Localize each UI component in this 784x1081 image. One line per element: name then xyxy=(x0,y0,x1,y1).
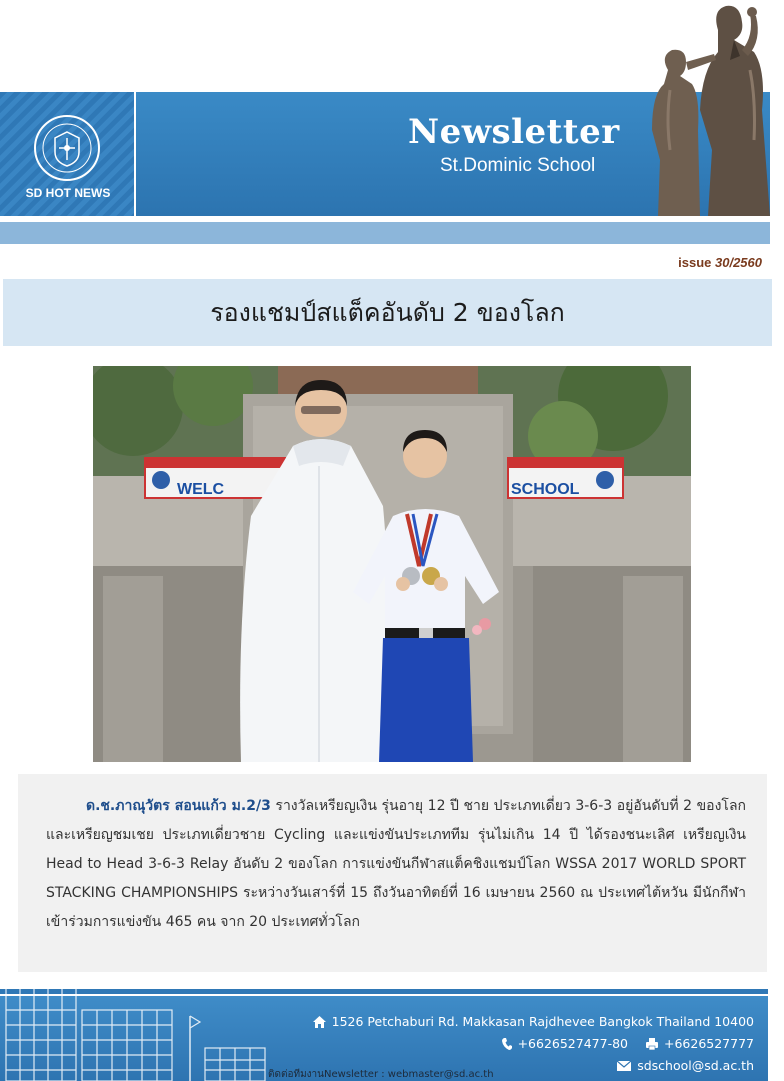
article-headline: รองแชมป์สแต็คอันดับ 2 ของโลก xyxy=(210,297,565,327)
footer-email xyxy=(617,1058,754,1073)
headline-banner xyxy=(3,279,772,346)
newsletter-contact-note: ติดต่อทีมงานNewsletter : webmaster@sd.ac.th xyxy=(268,1069,494,1080)
article-body-box xyxy=(18,774,767,972)
school-sign-text: SCHOOL xyxy=(511,481,580,498)
fax-icon xyxy=(646,1038,658,1050)
school-name: St.Dominic School xyxy=(440,155,596,176)
sd-hot-news-badge: SD HOT NEWS xyxy=(25,186,111,200)
header-sub-band xyxy=(0,222,770,244)
phone-icon xyxy=(502,1038,512,1050)
footer-phones xyxy=(502,1036,754,1051)
article-body-text: รางวัลเหรียญเงิน รุ่นอายุ 12 ปี ชาย ประเภทเดี่ยว 3-6-3 อยู่อันดับที่ 2 ของโลก และเหรียญชมเชย ประเภทเดี่ยวชาย Cycling และแข่งขันประเภททีม รุ่นไม่เกิน 14 ปี ได้รองชนะเลิศ เหรียญเงิน Head to Head 3-6-3 Relay อันดับ 2 ของโลก การแข่งขันกีฬาสแต็คชิงแชมป์โลก WSSA 2017 WORLD SPORT STACKING CHAMPIONSHIPS ระหว่างวันเสาร์ที่ 15 ถึงวันอาทิตย์ที่ 16 เมษายน 2560 ณ ประเทศไต้หวัน มีนักกีฬาเข้าร่วมการแข่งขัน 465 คน จาก 20 ประเทศทั่วโลก xyxy=(46,798,747,930)
photo-illustration xyxy=(93,366,691,762)
student-name: ด.ช.ภาณุวัตร สอนแก้ว ม.2/3 xyxy=(86,798,271,814)
issue-number xyxy=(678,255,762,270)
issue-label: issue xyxy=(678,255,712,270)
school-seal-logo xyxy=(33,114,101,182)
newsletter-title: Newsletter xyxy=(408,112,620,152)
footer-address xyxy=(313,1014,754,1029)
article-body xyxy=(46,792,746,937)
article-photo xyxy=(93,366,691,762)
school-building-illustration xyxy=(0,970,330,1081)
email-icon xyxy=(617,1061,631,1071)
email-text[interactable]: sdschool@sd.ac.th xyxy=(637,1058,754,1073)
address-text: 1526 Petchaburi Rd. Makkasan Rajdhevee Bangkok Thailand 10400 xyxy=(331,1014,754,1029)
home-icon xyxy=(313,1016,326,1028)
fax-text[interactable]: +6626527777 xyxy=(663,1036,754,1051)
issue-value: 30/2560 xyxy=(715,255,762,270)
welcome-sign-text: WELC xyxy=(177,481,225,498)
phone-text[interactable]: +6626527477-80 xyxy=(517,1036,628,1051)
statue-image xyxy=(630,0,784,216)
